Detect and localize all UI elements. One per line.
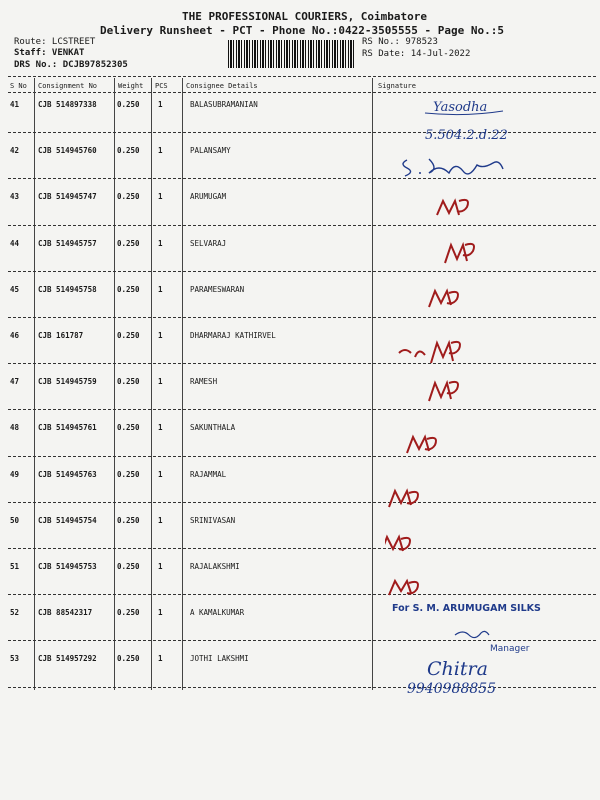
row-sno: 48 [10, 423, 20, 433]
row-weight: 0.250 [117, 608, 140, 618]
row-weight: 0.250 [117, 562, 140, 571]
signature-row-41-date: 5.504.2.d.22 [425, 128, 508, 143]
row-consignment-no: CJB 514957292 [38, 654, 97, 664]
col-header-weight: Weight [118, 82, 144, 90]
row-sno: 51 [10, 562, 20, 571]
row-pcs: 1 [158, 331, 163, 340]
row-weight: 0.250 [117, 654, 140, 664]
row-pcs: 1 [158, 608, 163, 618]
column-divider [151, 78, 152, 690]
row-consignment-no: CJB 514945763 [38, 469, 97, 479]
row-consignee: PARAMESWARAN [190, 284, 245, 294]
row-sno: 43 [10, 192, 20, 202]
row-sno: 46 [10, 331, 20, 340]
row-pcs: 1 [158, 284, 163, 294]
row-sno: 42 [10, 146, 20, 156]
row-weight: 0.250 [117, 377, 140, 387]
row-consignee: RAMESH [190, 377, 218, 387]
row-consignment-no: CJB 514897338 [38, 100, 97, 109]
row-consignment-no: CJB 514945757 [38, 238, 97, 248]
row-consignee: SRINIVASAN [190, 515, 236, 525]
route-label: Route: LCSTREET [14, 37, 96, 47]
document-subtitle: Delivery Runsheet - PCT - Phone No.:0422-3505555 - Page No.:5 [100, 24, 504, 37]
barcode [228, 40, 356, 68]
row-consignee: ARUMUGAM [190, 192, 227, 202]
row-consignee: PALANSAMY [190, 146, 231, 156]
col-header-consignee: Consignee Details [186, 82, 258, 90]
row-pcs: 1 [158, 423, 163, 433]
document-title: THE PROFESSIONAL COURIERS, Coimbatore [182, 10, 428, 23]
col-header-signature: Signature [378, 82, 416, 90]
row-consignee: A KAMALKUMAR [190, 608, 245, 618]
col-header-sno: S No [10, 82, 27, 90]
signature-row-41-name: Yasodha [433, 100, 488, 115]
row-pcs: 1 [158, 377, 163, 387]
row-consignee: SELVARAJ [190, 238, 227, 248]
row-consignee: JOTHI LAKSHMI [190, 654, 249, 664]
row-consignment-no: CJB 514945754 [38, 515, 97, 525]
row-consignee: SAKUNTHALA [190, 423, 236, 433]
column-divider [114, 78, 115, 690]
row-consignment-no: CJB 514945761 [38, 423, 97, 433]
column-divider [182, 78, 183, 690]
column-divider [372, 78, 373, 690]
row-consignment-no: CJB 514945759 [38, 377, 97, 387]
row-weight: 0.250 [117, 100, 140, 109]
row-weight: 0.250 [117, 423, 140, 433]
row-pcs: 1 [158, 146, 163, 156]
row-consignment-no: CJB 88542317 [38, 608, 93, 618]
row-consignment-no: CJB 514945758 [38, 284, 97, 294]
col-header-pcs: PCS [155, 82, 168, 90]
row-consignee: DHARMARAJ KATHIRVEL [190, 331, 276, 340]
row-consignment-no: CJB 514945760 [38, 146, 97, 156]
company-stamp-role: Manager [490, 644, 530, 654]
row-pcs: 1 [158, 469, 163, 479]
row-consignee: RAJAMMAL [190, 469, 227, 479]
col-header-consignment: Consignment No [38, 82, 98, 90]
row-weight: 0.250 [117, 515, 140, 525]
row-weight: 0.250 [117, 469, 140, 479]
row-sno: 50 [10, 515, 20, 525]
staff-label: Staff: VENKAT [14, 48, 85, 58]
row-consignment-no: CJB 514945747 [38, 192, 97, 202]
signature-row-53-name: Chitra [427, 658, 488, 680]
row-sno: 53 [10, 654, 20, 664]
row-weight: 0.250 [117, 146, 140, 156]
row-consignee: BALASUBRAMANIAN [190, 100, 258, 109]
row-sno: 41 [10, 100, 20, 109]
rs-date: RS Date: 14-Jul-2022 [362, 49, 471, 59]
row-sno: 49 [10, 469, 20, 479]
row-consignment-no: CJB 514945753 [38, 562, 97, 571]
row-sno: 44 [10, 238, 20, 248]
table-header-rule [8, 92, 596, 93]
drs-label: DRS No.: DCJB97852305 [14, 60, 128, 70]
table-top-rule [8, 76, 596, 77]
row-pcs: 1 [158, 515, 163, 525]
row-pcs: 1 [158, 654, 163, 664]
row-sno: 45 [10, 284, 20, 294]
row-consignee: RAJALAKSHMI [190, 562, 240, 571]
row-sno: 47 [10, 377, 20, 387]
row-pcs: 1 [158, 100, 163, 109]
row-consignment-no: CJB 161787 [38, 331, 84, 340]
row-pcs: 1 [158, 238, 163, 248]
company-stamp-name: For S. M. ARUMUGAM SILKS [392, 603, 541, 614]
row-weight: 0.250 [117, 192, 140, 202]
row-pcs: 1 [158, 192, 163, 202]
signature-row-53-phone: 9940988855 [407, 681, 497, 695]
column-divider [34, 78, 35, 690]
row-weight: 0.250 [117, 284, 140, 294]
row-weight: 0.250 [117, 238, 140, 248]
row-pcs: 1 [158, 562, 163, 571]
rs-number: RS No.: 978523 [362, 37, 438, 47]
row-sno: 52 [10, 608, 20, 618]
row-weight: 0.250 [117, 331, 140, 340]
